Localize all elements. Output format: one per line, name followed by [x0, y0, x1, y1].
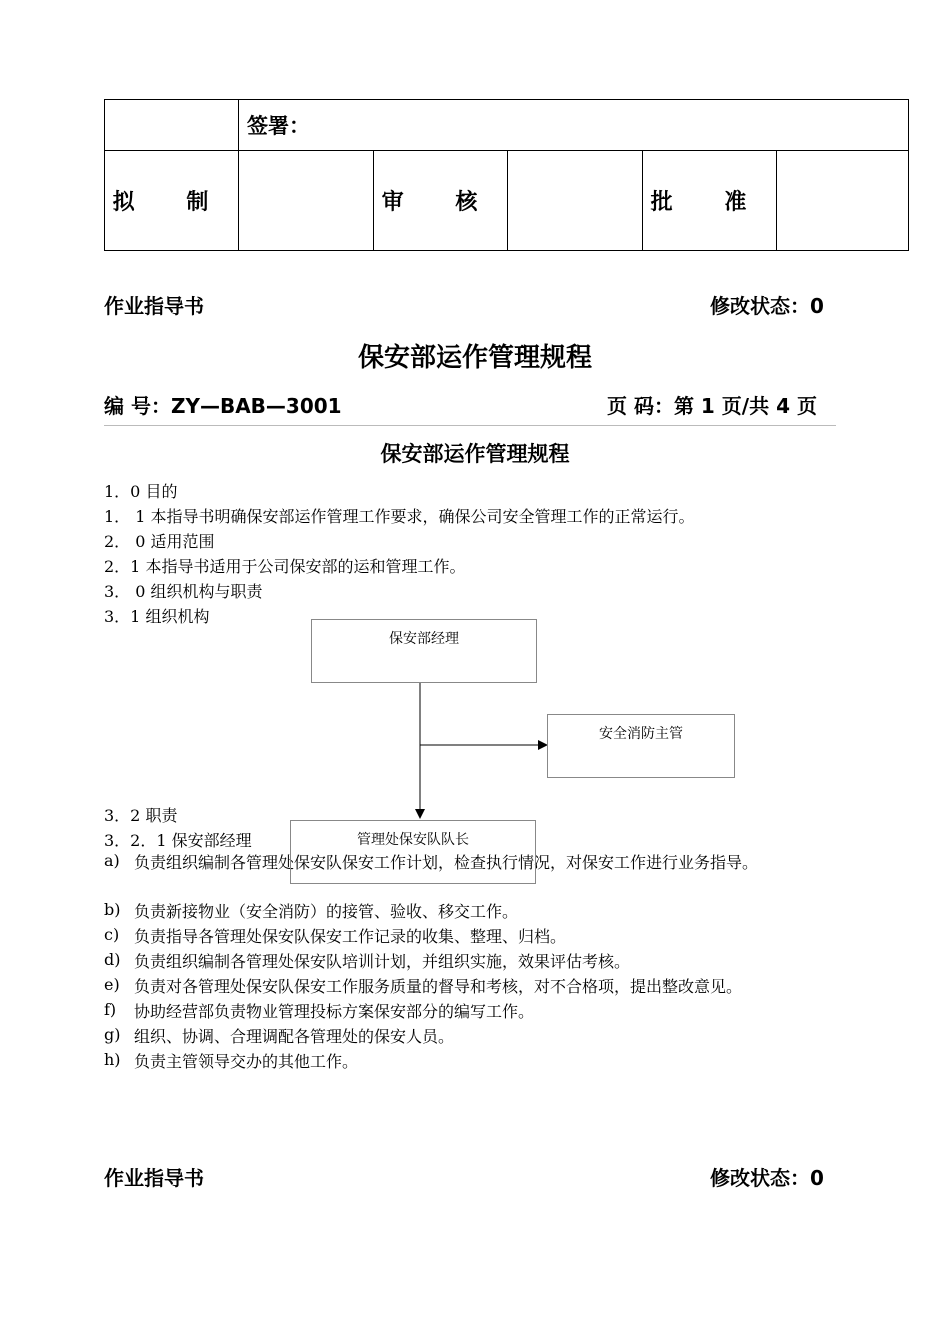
duty-text: 负责新接物业（安全消防）的接管、验收、移交工作。	[134, 902, 519, 921]
org-box-security-manager	[311, 619, 537, 683]
duty-marker: g)	[104, 1025, 121, 1044]
org-box-team-leader	[290, 820, 536, 884]
duty-text: 负责组织编制各管理处保安队培训计划，并组织实施，效果评估考核。	[134, 952, 631, 971]
duty-marker: h)	[104, 1050, 121, 1069]
duty-marker: f)	[104, 1000, 117, 1019]
section-3-1-heading: 3．1 组织机构	[104, 607, 210, 626]
section-1-1-text: 1． 1 本指导书明确保安部运作管理工作要求，确保公司安全管理工作的正常运行。	[104, 507, 695, 526]
org-box-security-manager-label: 保安部经理	[389, 631, 459, 647]
page2-doc-type-header: 作业指导书	[104, 1166, 204, 1190]
duty-item-h	[104, 1050, 864, 1074]
duty-marker: c)	[104, 925, 120, 944]
doc-type-header: 作业指导书	[104, 294, 204, 318]
section-2-heading: 2． 0 适用范围	[104, 532, 215, 551]
duty-marker: a)	[104, 851, 120, 870]
duty-marker: b)	[104, 900, 121, 919]
section-3-heading: 3． 0 组织机构与职责	[104, 582, 263, 601]
signature-label: 签署：	[239, 100, 909, 151]
org-box-fire-safety-supervisor	[547, 714, 735, 778]
duty-text: 负责主管领导交办的其他工作。	[134, 1052, 359, 1071]
page-title: 保安部运作管理规程	[357, 343, 592, 373]
reviewed-label: 审 核	[374, 151, 508, 251]
duty-text: 负责对各管理处保安队保安工作服务质量的督导和考核，对不合格项，提出整改意见。	[134, 977, 743, 996]
duty-marker: d)	[104, 950, 121, 969]
duty-item-d	[104, 950, 864, 974]
page2-revision-status: 修改状态：0	[710, 1166, 824, 1190]
duty-item-g	[104, 1025, 864, 1049]
section-1-heading: 1．0 目的	[104, 482, 178, 501]
duty-text: 协助经营部负责物业管理投标方案保安部分的编写工作。	[134, 1002, 535, 1021]
revision-status: 修改状态：0	[710, 294, 824, 318]
duty-marker: e)	[104, 975, 120, 994]
drafted-label: 拟 制	[105, 151, 239, 251]
approved-label: 批 准	[643, 151, 777, 251]
duty-text: 负责指导各管理处保安队保安工作记录的收集、整理、归档。	[134, 927, 567, 946]
section-3-2-heading: 3．2 职责	[104, 806, 178, 825]
page-info: 页 码：第 1 页/共 4 页	[607, 394, 817, 418]
org-box-fire-safety-supervisor-label: 安全消防主管	[599, 726, 683, 742]
duty-text: 负责组织编制各管理处保安队保安工作计划，检查执行情况，对保安工作进行业务指导。	[134, 853, 759, 872]
duty-item-c	[104, 925, 864, 949]
document-number: 编 号：ZY—BAB—3001	[104, 394, 342, 418]
section-title: 保安部运作管理规程	[380, 442, 570, 466]
duty-item-f	[104, 1000, 864, 1024]
duty-item-e	[104, 975, 864, 999]
section-2-1-text: 2．1 本指导书适用于公司保安部的运和管理工作。	[104, 557, 466, 576]
org-box-team-leader-label: 管理处保安队队长	[357, 832, 469, 848]
duty-text: 组织、协调、合理调配各管理处的保安人员。	[134, 1027, 455, 1046]
duty-item-b	[104, 900, 864, 924]
section-3-2-1-heading: 3．2．1 保安部经理	[104, 831, 252, 850]
